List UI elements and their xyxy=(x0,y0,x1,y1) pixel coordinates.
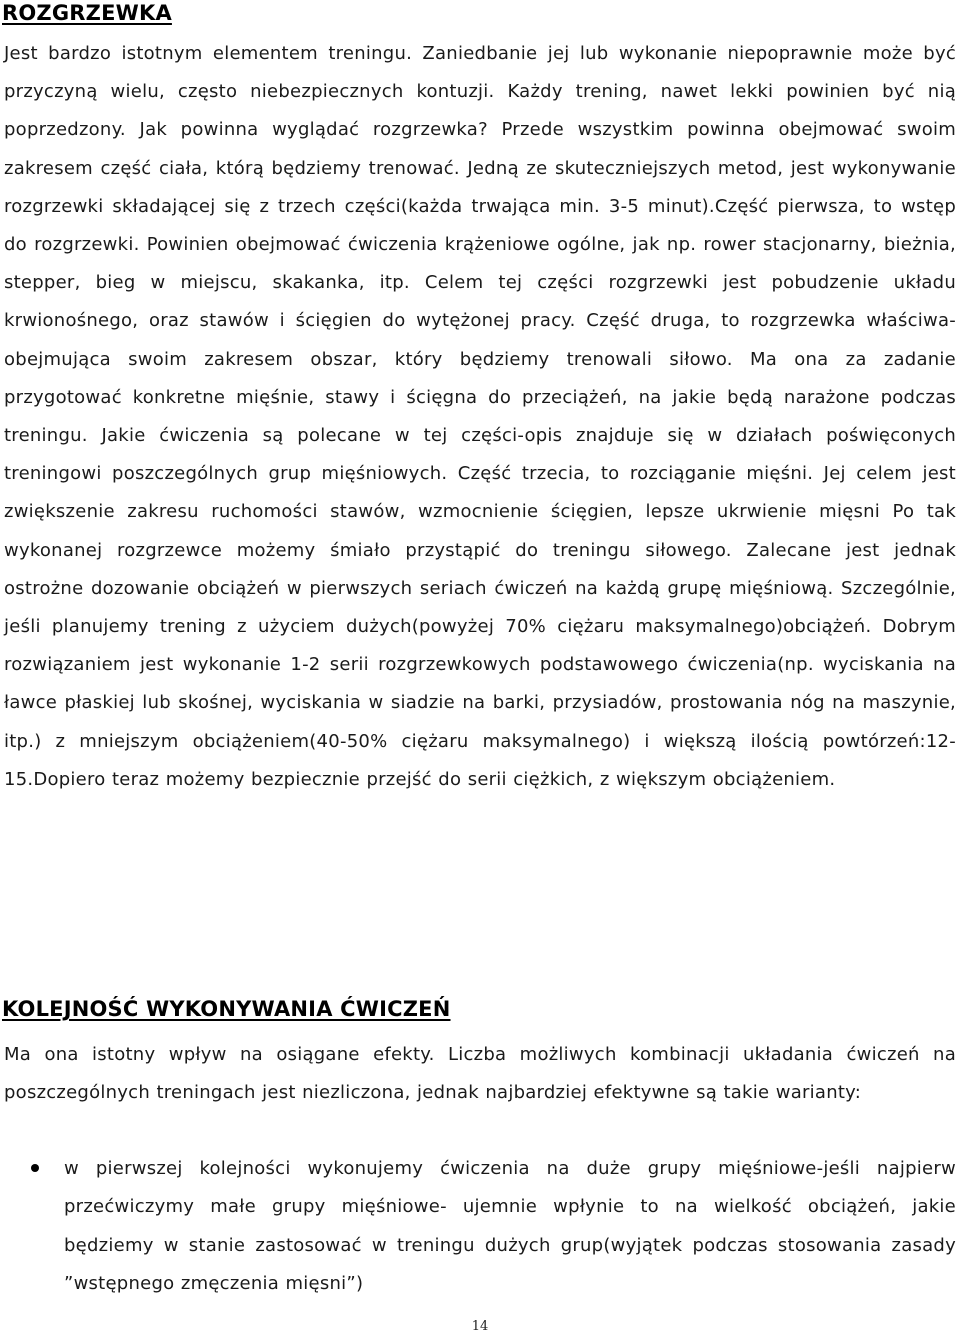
page-number: 14 xyxy=(471,1319,489,1334)
list-item-text: w pierwszej kolejności wykonujemy ćwiczenia na duże grupy mięśniowe-jeśli najpierw przećwiczymy małe grupy mięśniowe- ujemnie wpłynie to na wielkość obciążeń, jakie będziemy w stanie zastosować w treningu dużych grup(wyjątek podczas stosowania zasady ”wstępnego zmęczenia mięsni”) xyxy=(64,1158,956,1295)
section-heading-warmup: ROZGRZEWKA xyxy=(2,1,172,25)
warmup-paragraph: Jest bardzo istotnym elementem treningu. Zaniedbanie jej lub wykonanie niepoprawnie może być przyczyną wielu, często niebezpiecznych kontuzji. Każdy trening, nawet lekki powinien być nią poprzedzony. Jak powinna wyglądać rozgrzewka? Przede wszystkim powinna obejmować swoim zakresem część ciała, którą będziemy trenować. Jedną ze skuteczniejszych metod, jest wykonywanie rozgrzewki składającej się z trzech części(każda trwająca min. 3-5 minut).Część pierwsza, to wstęp do rozgrzewki. Powinien obejmować ćwiczenia krążeniowe ogólne, jak np. rower stacjonarny, bieżnia, stepper, bieg w miejscu, skakanka, itp. Celem tej części rozgrzewki jest pobudzenie układu krwionośnego, oraz stawów i ścięgien do wytężonej pracy. Część druga, to rozgrzewka właściwa-obejmująca swoim zakresem obszar, który będziemy trenowali siłowo. Ma ona za zadanie przygotować konkretne mięśnie, stawy i ścięgna do przeciążeń, na jakie będą narażone podczas treningu. Jakie ćwiczenia są polecane w tej części-opis znajduje się w działach poświęconych treningowi poszczególnych grup mięśniowych. Część trzecia, to rozciąganie mięśni. Jej celem jest zwiększenie zakresu ruchomości stawów, wzmocnienie ścięgien, lepsze ukrwienie mięsni Po tak wykonanej rozgrzewce możemy śmiało przystąpić do treningu siłowego. Zalecane jest jednak ostrożne dozowanie obciążeń w pierwszych seriach ćwiczeń na każdą grupę mięśniową. Szczególnie, jeśli planujemy trening z użyciem dużych(powyżej 70% ciężaru maksymalnego)obciążeń. Dobrym rozwiązaniem jest wykonanie 1-2 serii rozgrzewkowych podstawowego ćwiczenia(np. wyciskania na ławce płaskiej lub skośnej, wyciskania w siadzie na barki, przysiadów, prostowania nóg na maszynie, itp.) z mniejszym obciążeniem(40-50% ciężaru maksymalnego) i większą ilością powtórzeń:12-15.Dopiero teraz możemy bezpiecznie przejść do serii ciężkich, z większym obciążeniem. xyxy=(4,43,956,790)
list-item xyxy=(0,1150,960,1304)
exercise-order-bullet-list xyxy=(0,1150,960,1304)
section-heading-exercise-order: KOLEJNOŚĆ WYKONYWANIA ĆWICZEŃ xyxy=(2,997,451,1021)
exercise-order-paragraph: Ma ona istotny wpływ na osiągane efekty. Liczba możliwych kombinacji układania ćwiczeń na poszczególnych treningach jest niezliczona, jednak najbardziej efektywne są takie warianty: xyxy=(4,1044,956,1104)
bullet-icon xyxy=(31,1164,39,1172)
